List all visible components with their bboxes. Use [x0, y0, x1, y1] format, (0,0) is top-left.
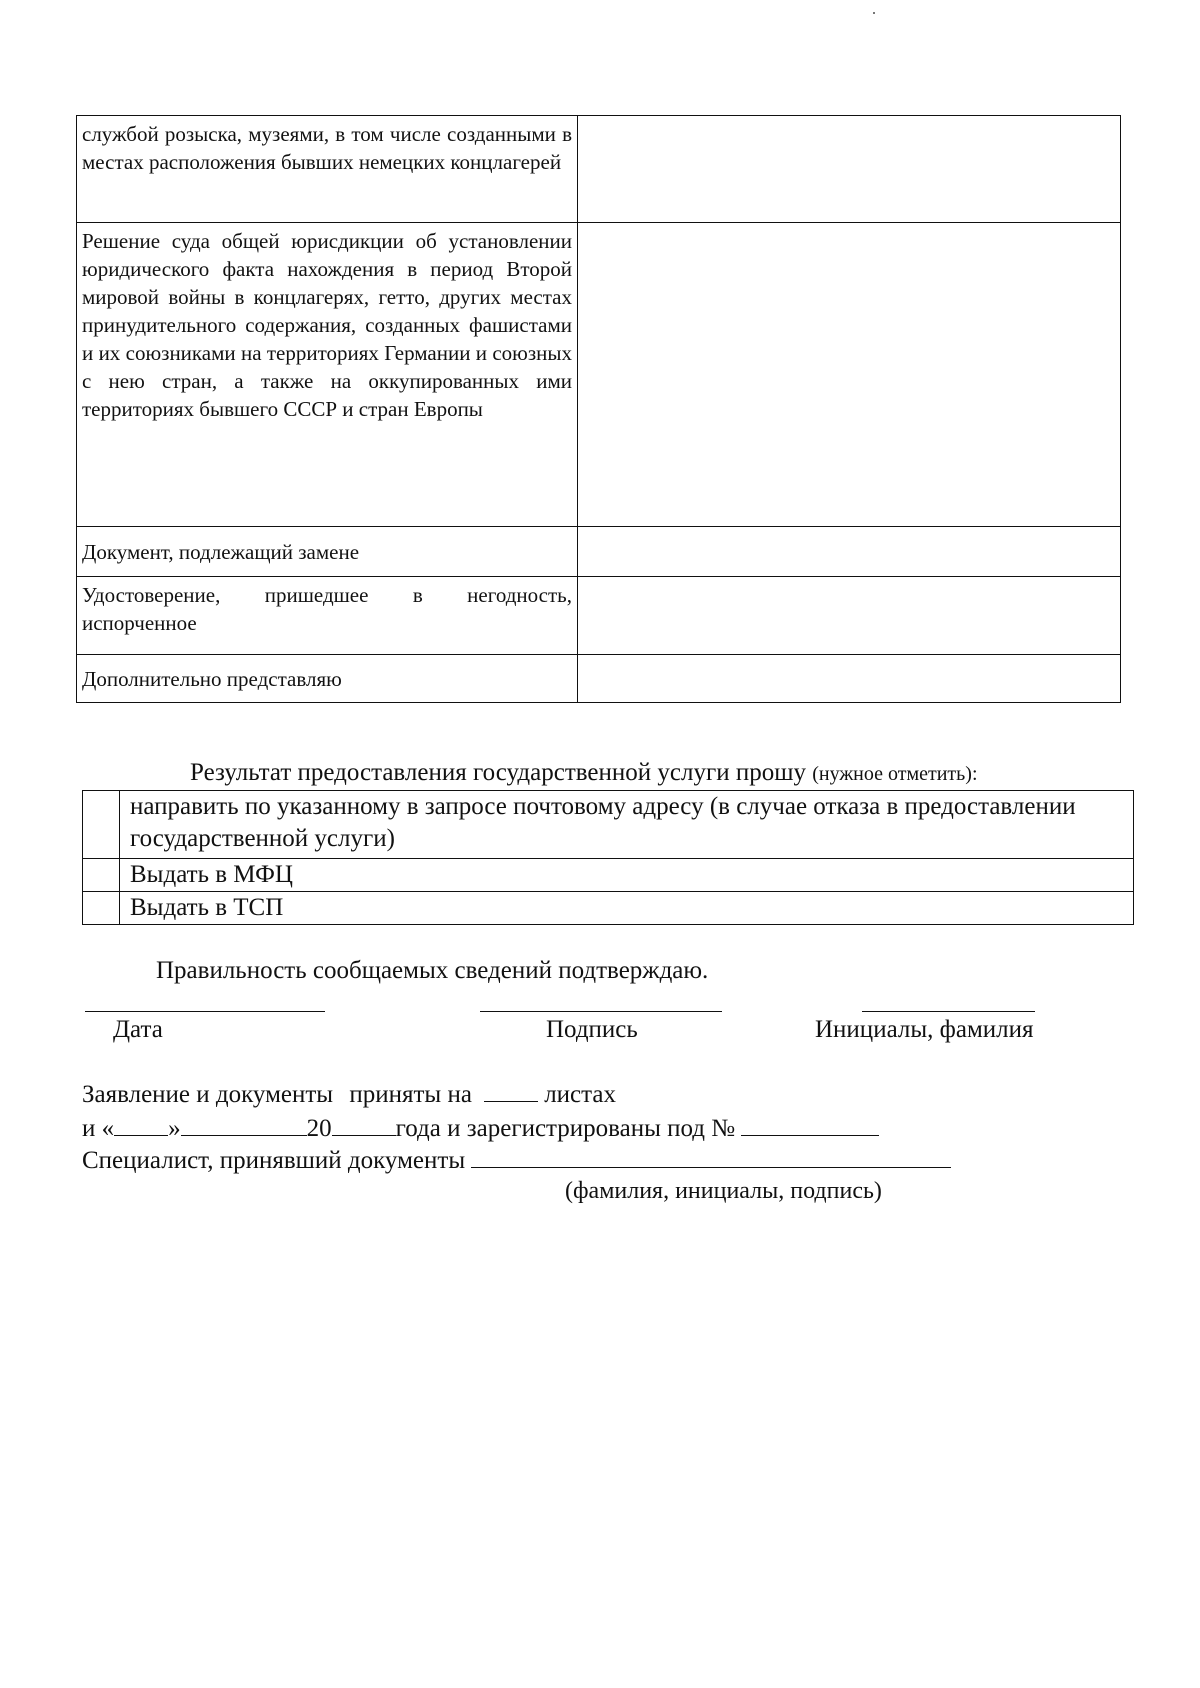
name-line[interactable]	[862, 1011, 1035, 1012]
reg-text: Заявление и документы	[82, 1081, 334, 1108]
doc-label: Удостоверение, пришедшее в негодность, испорченное	[77, 577, 578, 655]
doc-label: Решение суда общей юрисдикции об установлении юридического факта нахождения в период Второй мировой войны в концлагерях, гетто, других местах принудительного содержания, созданных фашистами и их союзниками на территориях Германии и союзных с нею стран, а также на оккупированных ими территориях бывшего СССР и стран Европы	[77, 223, 578, 527]
reg-text: 20	[306, 1115, 332, 1142]
documents-table	[76, 115, 1121, 703]
day-field[interactable]	[114, 1111, 168, 1136]
option-row	[83, 892, 1134, 925]
doc-value-field[interactable]	[578, 116, 1121, 223]
reg-text: года и зарегистрированы под №	[395, 1115, 736, 1142]
option-row	[83, 859, 1134, 892]
reg-text: »	[168, 1115, 181, 1142]
reg-text: Специалист, принявший документы	[82, 1147, 466, 1174]
option-row	[83, 791, 1134, 859]
result-heading-text: Результат предоставления государственной услуги прошу	[190, 759, 806, 786]
table-row	[77, 577, 1121, 655]
scan-speck	[873, 12, 875, 14]
registration-number-field[interactable]	[741, 1111, 879, 1136]
doc-value-field[interactable]	[578, 577, 1121, 655]
doc-value-field[interactable]	[578, 223, 1121, 527]
doc-label: Документ, подлежащий замене	[77, 527, 578, 577]
registration-line-3	[82, 1143, 951, 1177]
option-checkbox[interactable]	[83, 859, 120, 892]
doc-value-field[interactable]	[578, 655, 1121, 703]
registration-line-2	[82, 1111, 879, 1145]
year-field[interactable]	[332, 1111, 396, 1136]
reg-text: приняты на	[349, 1081, 472, 1108]
specialist-caption: (фамилия, инициалы, подпись)	[565, 1178, 882, 1204]
table-row	[77, 116, 1121, 223]
sheets-count-field[interactable]	[484, 1077, 538, 1102]
reg-text: и «	[82, 1115, 115, 1142]
table-row	[77, 527, 1121, 577]
result-heading	[190, 757, 978, 790]
option-label: направить по указанному в запросе почтовому адресу (в случае отказа в предоставлении государственной услуги)	[120, 791, 1134, 859]
name-label: Инициалы, фамилия	[815, 1016, 1034, 1043]
registration-line-1	[82, 1077, 616, 1111]
result-options-table	[82, 790, 1134, 925]
month-field[interactable]	[181, 1111, 307, 1136]
specialist-field[interactable]	[471, 1143, 951, 1168]
table-row	[77, 655, 1121, 703]
doc-label: Дополнительно представляю	[77, 655, 578, 703]
table-row	[77, 223, 1121, 527]
option-checkbox[interactable]	[83, 791, 120, 859]
result-heading-note: (нужное отметить):	[812, 763, 978, 785]
signature-label: Подпись	[546, 1016, 638, 1043]
signature-line[interactable]	[480, 1011, 722, 1012]
date-label: Дата	[113, 1016, 163, 1043]
doc-label: службой розыска, музеями, в том числе созданными в местах расположения бывших немецких концлагерей	[77, 116, 578, 223]
reg-text: листах	[544, 1081, 616, 1108]
date-line[interactable]	[85, 1011, 325, 1012]
option-label: Выдать в ТСП	[120, 892, 1134, 925]
doc-value-field[interactable]	[578, 527, 1121, 577]
confirmation-text: Правильность сообщаемых сведений подтверждаю.	[156, 957, 709, 984]
option-checkbox[interactable]	[83, 892, 120, 925]
option-label: Выдать в МФЦ	[120, 859, 1134, 892]
